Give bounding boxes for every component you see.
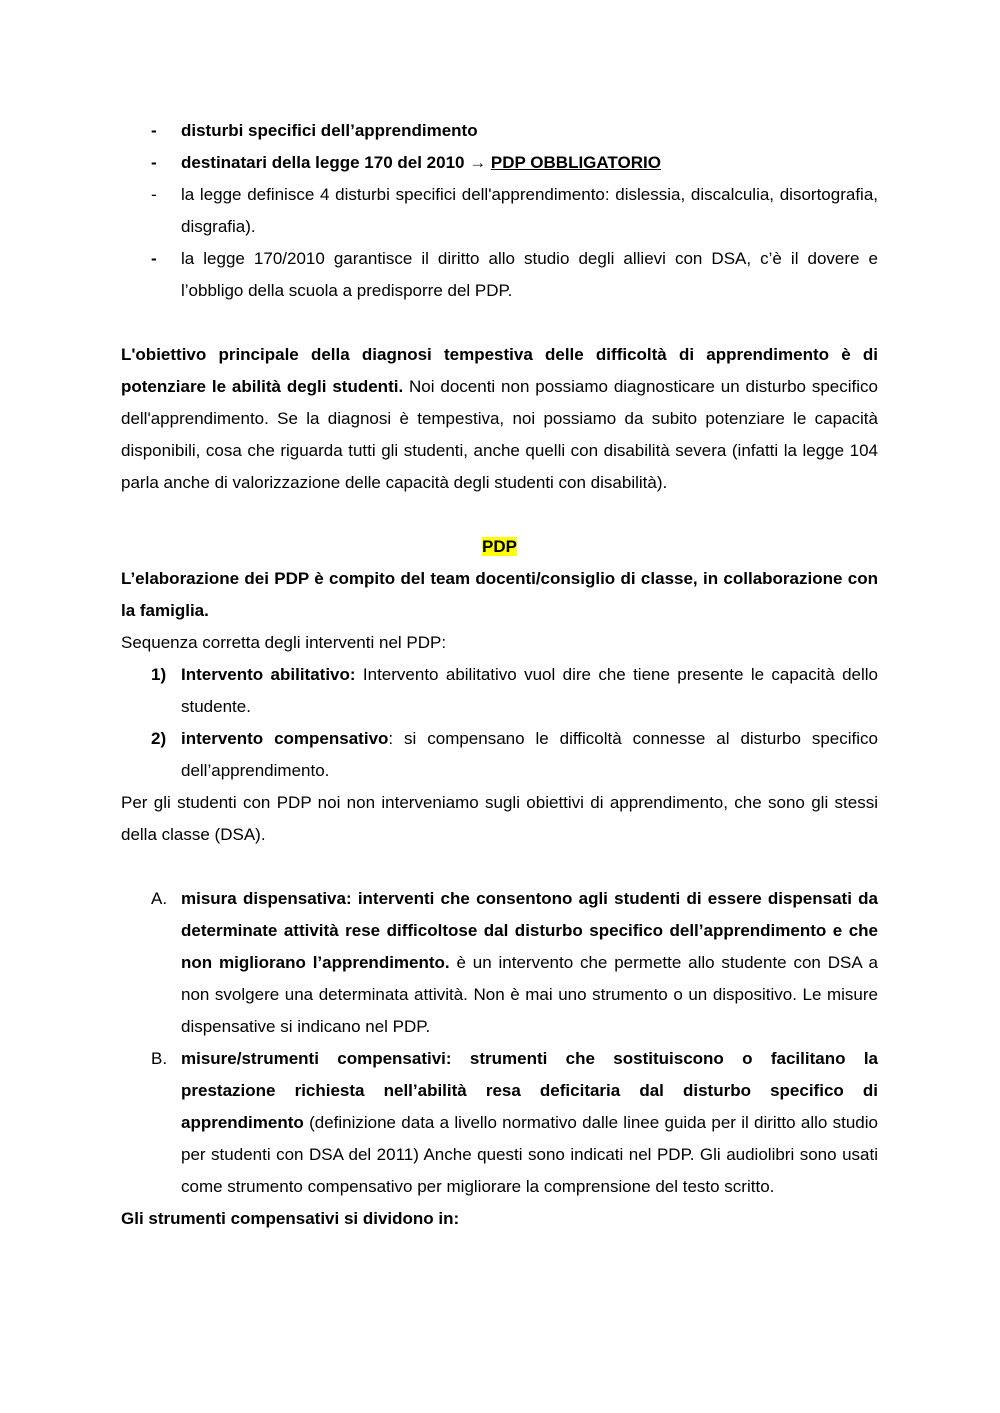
lettered-item [121, 883, 878, 1043]
lettered-text: (definizione data a livello normativo dalle linee guida per il diritto allo studio per studenti con DSA del 2011) Anche questi sono indicati nel PDP. Gli audiolibri sono usati come strumento compensativo per migliorare la comprensione del testo scritto. [181, 1113, 878, 1196]
bullet-text: la legge 170/2010 garantisce il diritto allo studio degli allievi con DSA, c’è il dovere e l’obbligo della scuola a predisporre del PDP. [181, 249, 878, 300]
numbered-item [121, 723, 878, 787]
letter-marker: A. [151, 889, 168, 908]
bullet-marker: - [151, 185, 157, 204]
numbered-item [121, 659, 878, 723]
paragraph-diagnosi [121, 339, 878, 499]
lettered-item [121, 1043, 878, 1203]
list-item [121, 147, 878, 179]
bullet-underlined-text: PDP OBBLIGATORIO [490, 153, 661, 172]
numbered-bold-text: intervento compensativo [181, 729, 389, 748]
list-item [121, 115, 878, 147]
bullet-bold-text: destinatari della legge 170 del 2010 → [181, 153, 491, 172]
section-title [121, 531, 878, 563]
pdp-intro-bold: L’elaborazione dei PDP è compito del team docenti/consiglio di classe, in collaborazione con la famiglia. [121, 569, 878, 620]
numbered-text: : si compensano le difficoltà connesse al disturbo specifico dell’apprendimento. [181, 729, 878, 780]
pdp-intro [121, 563, 878, 627]
sequence-intro: Sequenza corretta degli interventi nel PDP: [121, 633, 447, 652]
numbered-bold-text: Intervento abilitativo: [181, 665, 356, 684]
list-item [121, 243, 878, 307]
numbered-text: Intervento abilitativo vuol dire che tiene presente le capacità dello studente. [181, 665, 878, 716]
bullet-text: la legge definisce 4 disturbi specifici dell'apprendimento: dislessia, discalculia, disortografia, disgrafia). [181, 185, 878, 236]
highlighted-title: PDP [482, 537, 517, 556]
closing-bold-text: Gli strumenti compensativi si dividono in: [121, 1209, 460, 1228]
bullet-marker: - [151, 249, 157, 268]
bullet-bold-text: disturbi specifici dell’apprendimento [181, 121, 478, 140]
lettered-bold-text: misure/strumenti compensativi: strumenti che sostituiscono o facilitano la prestazione richiesta nell’abilità resa deficitaria dal disturbo specifico di apprendimento [181, 1049, 878, 1132]
document-content [121, 115, 878, 1235]
list-item [121, 179, 878, 243]
paragraph-dsa: Per gli studenti con PDP noi non interveniamo sugli obiettivi di apprendimento, che sono gli stessi della classe (DSA). [121, 793, 878, 844]
paragraph-bold-text: L'obiettivo principale della diagnosi tempestiva delle difficoltà di apprendimento è di potenziare le abilità degli studenti. [121, 345, 878, 396]
bullet-marker: - [151, 121, 157, 140]
paragraph-text: Noi docenti non possiamo diagnosticare un disturbo specifico dell'apprendimento. Se la diagnosi è tempestiva, noi possiamo da subito potenziare le capacità disponibili, cosa che riguarda tutti gli studenti, anche quelli con disabilità severa (infatti la legge 104 parla anche di valorizzazione delle capacità degli studenti con disabilità). [121, 377, 878, 492]
number-marker: 2) [151, 729, 167, 748]
bullet-marker: - [151, 153, 157, 172]
closing-line [121, 1203, 878, 1235]
lettered-bold-text: misura dispensativa: interventi che consentono agli studenti di essere dispensati da determinate attività rese difficoltose dal disturbo specifico dell’apprendimento e che non migliorano l’apprendimento. [181, 889, 878, 972]
lettered-text: è un intervento che permette allo studente con DSA a non svolgere una determinata attività. Non è mai uno strumento o un dispositivo. Le misure dispensative si indicano nel PDP. [181, 953, 878, 1036]
letter-marker: B. [151, 1049, 168, 1068]
number-marker: 1) [151, 665, 167, 684]
